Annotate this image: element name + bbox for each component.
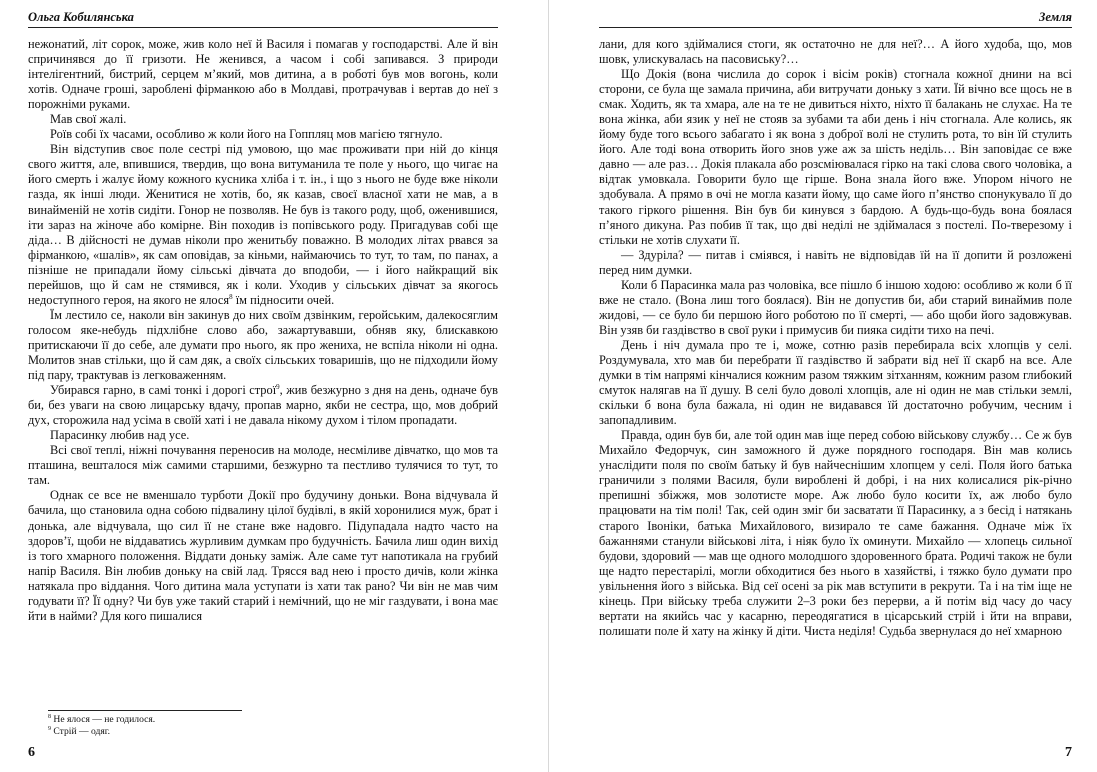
paragraph: лани, для кого здіймалися стоги, як остаточно не для неї?… А його худоба, що, мов шовк, улискувалась на пасовиську?…: [599, 37, 1072, 67]
footnotes: [48, 710, 488, 738]
footnote-reference[interactable]: 9: [276, 382, 280, 391]
paragraph: День і ніч думала про те і, може, сотню разів перебирала всіх хлопців у селі. Роздумувала, хто мав би перебрати її газдівство й забрати від неї її скарб на все. Але думки в тім напрямі кінчалися кожним разом тяжким зітханням, кожним разом глибокий смуток налягав на її душу. В селі було доволі хлопців, але ні один не мав стільки землі, скільки б вона була бажала, ні один не видавався їй достаточно робучим, чесним і запопадливим.: [599, 337, 1072, 428]
page-number: 6: [28, 745, 35, 760]
right-body-text: [599, 37, 1072, 639]
paragraph-text: , жив безжурно з дня на день, одначе був би, без уваги на свою лицарську вдачу, пропав марно, якби не сестра, що, мов добрий дух, сторожила над усіма в своїй хаті і не давала нікому духом і тілом пропадати.: [28, 383, 498, 428]
paragraph: Мав свої жалі.: [50, 112, 127, 127]
footnote-reference[interactable]: 8: [229, 292, 233, 301]
paragraph: Однак се все не вменшало турботи Докії про будучину доньки. Вона відчувала й бачила, що становила одна собою підвалину цілої будівлі, в якій хоронилися муж, брат і донька, але відчувала, що сил її не стане вже надовго. Підупадала надто часто на здоров’ї, щоби не віддаватись журливим думкам про будучність. Бачила лиш один вихід із того хмарного положення. Віддати доньку заміж. Але саме тут напотикала на грубий напір Василя. Він любив доньку на свій лад. Трясся вад нею і просто дичів, коли жінка натякала про віддання. Чого дитина мала уступати із хати так рано? Чи він не мав чим годувати її? Її одну? Чи був уже такий старий і немічний, що не міг газдувати, і вона має йти в найми? Для кого пишалися: [28, 488, 498, 623]
footnote-text: Стрій — одяг.: [51, 726, 111, 737]
paragraph: Що Докія (вона числила до сорок і вісім років) стогнала кожної днини на всі сторони, се була ще замала причина, аби витручати доньку з хати. Їй вічно все щось не в смак. Ходить, як та хмара, але на те не дивиться ніхто, ніхто її балакань не слухає. На те вона жінка, аби язик у неї не стояв за зубами та аби день і ніч стогнала. Але колись, як йому буде того всього забагато і як вона з доброї волі не стулить рота, то він їй стулить його. Але тоді вона отворить його знов уже аж за шість неділь… Він заповідає се вже давно — але раз… Докія плакала або розсміювалася гірко на такі слова свого чоловіка, а відтак умовкала. Говорити було ще гірше. Вона знала його вже. Упором нічого не здобувала. А прямо в очі не могла казати йому, що саме його п’янство спонукувало її до такого гіркого рішення. Він був би кинувся з бардою. А будь-що-будь вона боялася п’яного дикуна. Раз побив її так, що дві неділі не здіймалася з постелі. По-тверезому і стільки не хотів слухати її.: [599, 67, 1072, 247]
book-title: Земля: [1038, 10, 1072, 24]
footnote-text: Не ялося — не годилося.: [51, 714, 156, 725]
running-head-title: [599, 0, 1072, 28]
paragraph: Їм лестило се, наколи він закинув до них своїм дзвінким, геройським, далекосяглим голосом яке-небудь підхлібне слово або, зажартувавши, обняв яку, блискавкою притискаючи її до себе, але думати про нього, як про жениха, не вспіла ніколи ні одна. Молитов знав стільки, що й сам дяк, а своїх сільських товаришів, що не підходили йому під пару, трактував із легковаженням.: [28, 307, 498, 383]
paragraph: Роїв собі їх часами, особливо ж коли його на Гоппляц мов магією тягнуло.: [50, 127, 443, 142]
footnote-divider: [48, 710, 242, 711]
paragraph-text: їм підносити очей.: [232, 292, 335, 307]
paragraph: [28, 383, 498, 428]
footnote-number: 8: [48, 713, 51, 720]
footnote: [48, 714, 488, 726]
page-number: 7: [1065, 745, 1072, 760]
footnote-number: 9: [48, 725, 51, 732]
paragraph: Правда, один був би, але той один мав іще перед собою військову службу… Се ж був Михайло Федорчук, син заможного й дуже порядного господаря. Він мав колись унаслідити поля по своїм батьку й був найчеснішим хлопцем у селі. Поля його батька граничили з полями Василя, були вироблені й добрі, і на них колисалися рік-річно препишні збіжжя, мов золотисте море. Аж любо було косити їх, аж любо було працювати на тім полі! Так, сей один зміг би засватати її Парасинку, а з бесід і натякань старого Івоніки, батька Михайлового, визирало те саме бажання. Одначе між їх бажаннями станули військові літа, і ніяк було їх оминути. Михайло — хлопець сильної будови, здоровий — мав ще одного молодшого здоровенного брата. Родичі також не були ще надто перестарілі, могли обходитися без нього в хазяйстві, і тяжко було думати про увільнення його з війська. Від сеї осені за рік мав вступити в рекрути. Та і на тім іще не кінець. При війську треба служити 2–3 роки без перерви, а й потім від часу до часу вертати на якийсь час у касарню, переодягатися в цісарський стрій і йти на вправи, полишати поле й хату на жінку й діти. Чиста неділя! Судьба звернулася до неї хмарною: [599, 428, 1072, 638]
paragraph: нежонатий, літ сорок, може, жив коло неї й Василя і помагав у господарстві. Але й він спричинявся до її гризоти. Не женився, а часом і собі запивався. З природи інтелігентний, бистрий, серцем м’який, мов дитина, а в роботі був мов вогонь, коли хотів. Одначе гроші, зароблені фірманкою або в Молдаві, протрачував і вертав до неї з порожніми руками.: [28, 37, 498, 112]
left-body-text: [28, 37, 498, 624]
paragraph: Коли б Парасинка мала раз чоловіка, все пішло б іншою ходою: особливо ж коли б її вже не стало. (Вона лиш того боялася). Він не допустив би, аби старий винаймив поле жидові, — се було би першою його роботою по її смерті, — або щоби його задовжував. Він узяв би газдівство в свої руки і примусив би пияка сидіти тихо на печі.: [599, 277, 1072, 337]
paragraph: [28, 142, 498, 308]
paragraph: — Здуріла? — питав і сміявся, і навіть не відповідав їй на її допити й розложені перед ним думки.: [599, 247, 1072, 277]
author-name: Ольга Кобилянська: [28, 10, 134, 24]
paragraph: Всі свої теплі, ніжні почування переносив на молоде, несміливе дівчатко, що мов та пташина, вешталося між самими старшими, безжурно та пестливо тулячися то тут, то там.: [28, 443, 498, 488]
running-head-author: [28, 0, 498, 28]
footnote: [48, 726, 488, 738]
page-gutter: [548, 0, 549, 772]
right-page: [577, 0, 1097, 772]
paragraph: Парасинку любив над усе.: [50, 428, 190, 443]
paragraph-text: Він відступив своє поле сестрі під умовою, що має проживати при ній до кінця свого життя, але, впившися, твердив, що вона витуманила те поле у нього, що чигає на його смерть і жалує йому кожного кусника хліба і т. ін., і що з нього не буде вже ніколи газда, як інші люди. Женитися не хотів, бо, як казав, своєї власної хати не мав, а в винайменій не хотів сидіти. Гонор не позволяв. Не був із такого роду, щоб, оженившися, іти зараз на жіноче або комірне. Він походив із попівського роду. Пригадував собі ще діда… В дійсності не думав ніколи про женитьбу поважно. В молодих літах рвався за фірманкою, «шалів», як сам оповідав, за кіньми, наймаючись то тут, то там, по панах, а пізніше не припадали йому сільські дівчата до вподоби, — і його найкращий вік перейшов, що й сам не стямився, як і коли. Уходив у сільських дівчат за якогось недоступного героя, на якого не ялося: [28, 142, 498, 307]
paragraph-text: Убирався гарно, в самі тонкі і дорогі строї: [50, 383, 277, 398]
left-page: [0, 0, 520, 772]
